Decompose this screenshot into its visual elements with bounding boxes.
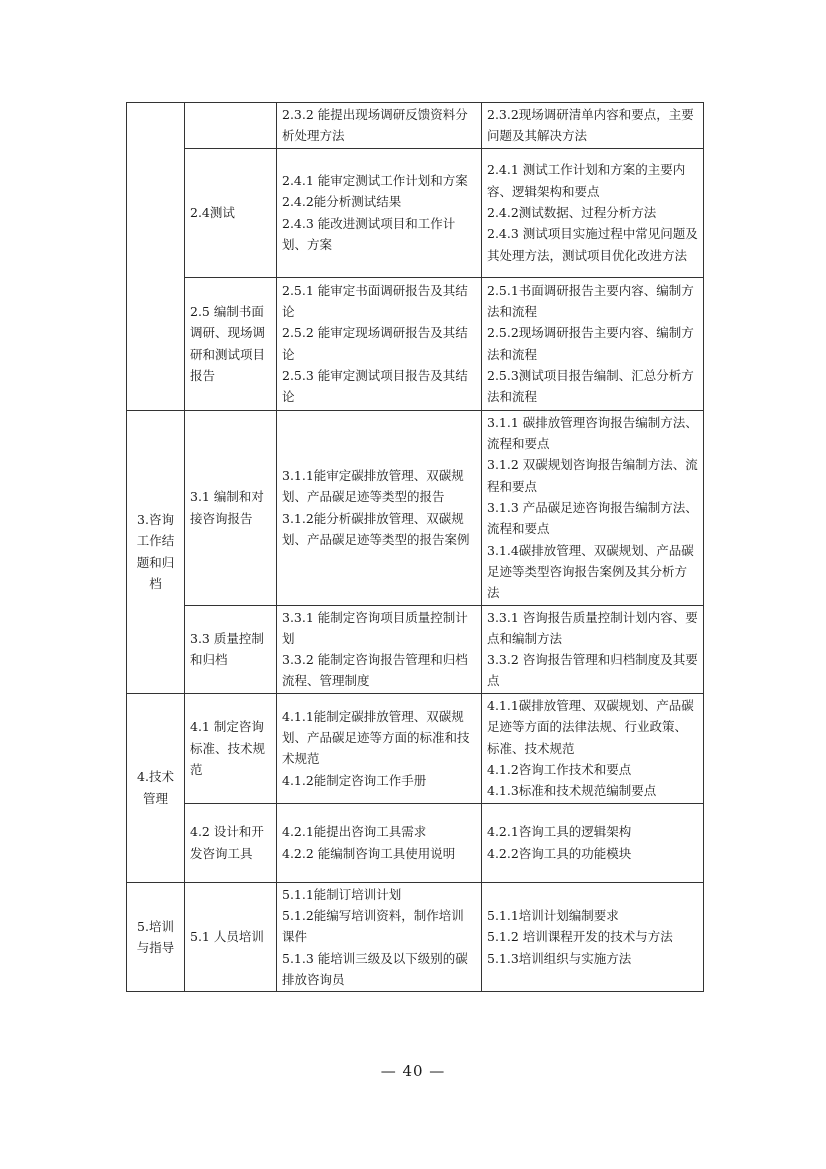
table-row (127, 277, 704, 410)
row-knowledge-cell: 4.1.1碳排放管理、双碳规划、产品碳足迹等方面的法律法规、行业政策、标准、技术规范 4.1.2咨询工作技术和要点 4.1.3标准和技术规范编制要点 (482, 693, 704, 803)
row-category-cell: 5.培训与指导 (127, 882, 185, 991)
table-row (127, 605, 704, 693)
row-category-cell: 4.技术管理 (127, 693, 185, 882)
page-number: — 40 — (380, 1062, 446, 1080)
row-knowledge-cell: 2.4.1 测试工作计划和方案的主要内容、逻辑架构和要点 2.4.2测试数据、过程分析方法 2.4.3 测试项目实施过程中常见问题及其处理方法，测试项目优化改进方法 (482, 148, 704, 277)
row-skill-cell: 5.1.1能制订培训计划 5.1.2能编写培训资料，制作培训课件 5.1.3 能培训三级及以下级别的碳排放咨询员 (277, 882, 482, 991)
row-knowledge-cell: 2.5.1书面调研报告主要内容、编制方法和流程 2.5.2现场调研报告主要内容、编制方法和流程 2.5.3测试项目报告编制、汇总分析方法和流程 (482, 277, 704, 410)
row-skill-cell: 2.5.1 能审定书面调研报告及其结论 2.5.2 能审定现场调研报告及其结论 2.5.3 能审定测试项目报告及其结论 (277, 277, 482, 410)
row-item-cell: 4.1 制定咨询标准、技术规范 (185, 693, 277, 803)
row-item-cell: 2.4测试 (185, 148, 277, 277)
row-knowledge-cell: 3.3.1 咨询报告质量控制计划内容、要点和编制方法 3.3.2 咨询报告管理和归档制度及其要点 (482, 605, 704, 693)
row-item-cell: 5.1 人员培训 (185, 882, 277, 991)
row-skill-cell: 2.4.1 能审定测试工作计划和方案 2.4.2能分析测试结果 2.4.3 能改进测试项目和工作计划、方案 (277, 148, 482, 277)
row-knowledge-cell: 3.1.1 碳排放管理咨询报告编制方法、流程和要点 3.1.2 双碳规划咨询报告编制方法、流程和要点 3.1.3 产品碳足迹咨询报告编制方法、流程和要点 3.1.4碳排放管理、双碳规划、产品碳足迹等类型咨询报告案例及其分析方法 (482, 410, 704, 605)
row-item-cell (185, 103, 277, 149)
table-row (127, 148, 704, 277)
row-item-cell: 3.1 编制和对接咨询报告 (185, 410, 277, 605)
row-skill-cell: 3.3.1 能制定咨询项目质量控制计划 3.3.2 能制定咨询报告管理和归档流程、管理制度 (277, 605, 482, 693)
row-skill-cell: 4.2.1能提出咨询工具需求 4.2.2 能编制咨询工具使用说明 (277, 803, 482, 882)
row-item-cell: 3.3 质量控制和归档 (185, 605, 277, 693)
row-item-cell: 4.2 设计和开发咨询工具 (185, 803, 277, 882)
row-knowledge-cell: 5.1.1培训计划编制要求 5.1.2 培训课程开发的技术与方法 5.1.3培训组织与实施方法 (482, 882, 704, 991)
table-row (127, 803, 704, 882)
row-skill-cell: 4.1.1能制定碳排放管理、双碳规划、产品碳足迹等方面的标准和技术规范 4.1.2能制定咨询工作手册 (277, 693, 482, 803)
skills-table (126, 102, 704, 992)
row-knowledge-cell: 2.3.2现场调研清单内容和要点，主要问题及其解决方法 (482, 103, 704, 149)
table-row (127, 410, 704, 605)
row-knowledge-cell: 4.2.1咨询工具的逻辑架构 4.2.2咨询工具的功能模块 (482, 803, 704, 882)
row-skill-cell: 2.3.2 能提出现场调研反馈资料分析处理方法 (277, 103, 482, 149)
table-row (127, 882, 704, 991)
row-skill-cell: 3.1.1能审定碳排放管理、双碳规划、产品碳足迹等类型的报告 3.1.2能分析碳排放管理、双碳规划、产品碳足迹等类型的报告案例 (277, 410, 482, 605)
row-item-cell: 2.5 编制书面调研、现场调研和测试项目报告 (185, 277, 277, 410)
table-row (127, 103, 704, 149)
row-category-cell: 3.咨询工作结题和归档 (127, 410, 185, 693)
row-category-cell (127, 103, 185, 411)
table-row (127, 693, 704, 803)
